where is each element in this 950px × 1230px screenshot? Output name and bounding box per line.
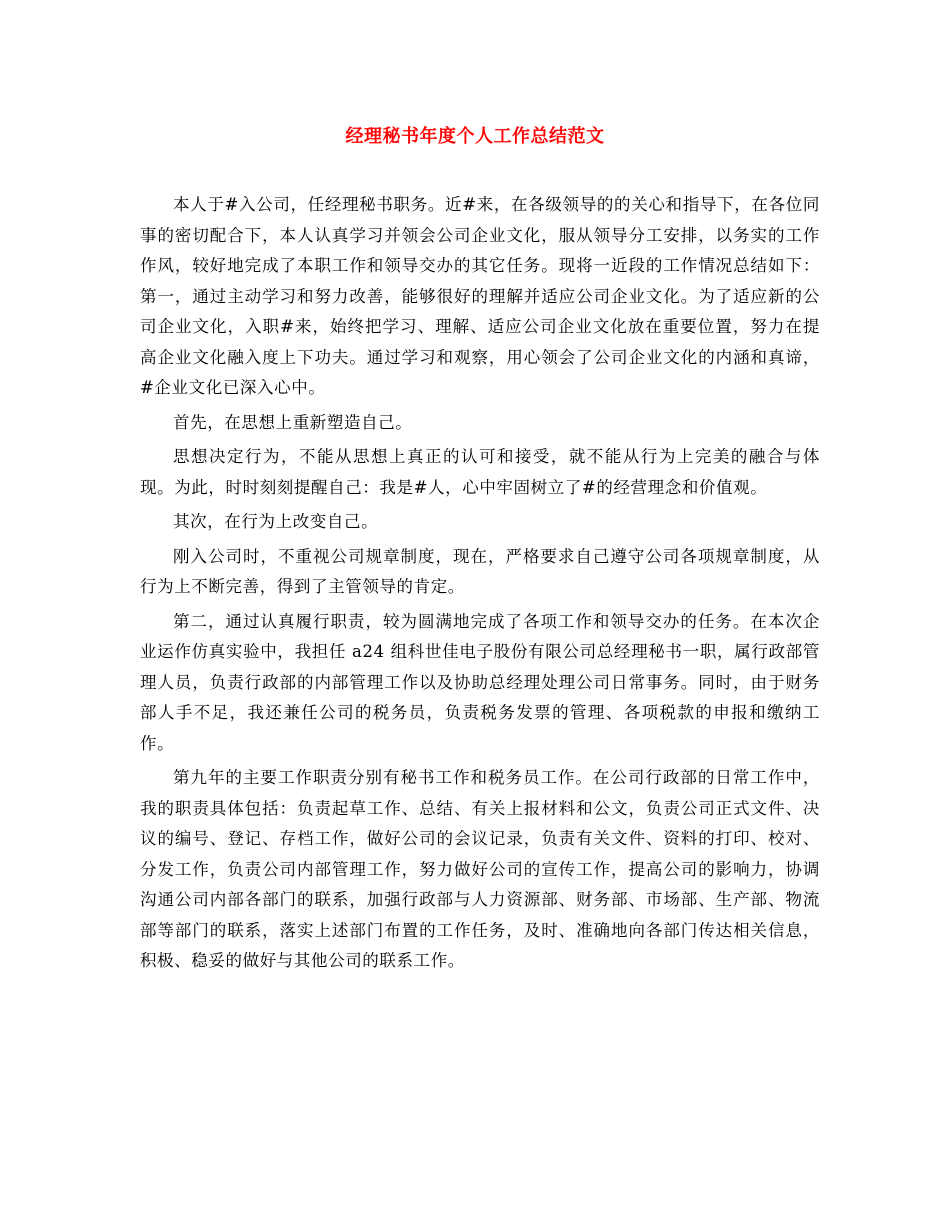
- paragraph-responsibilities: 第九年的主要工作职责分别有秘书工作和税务员工作。在公司行政部的日常工作中，我的职责具体包括：负责起草工作、总结、有关上报材料和公文，负责公司正式文件、决议的编号、登记、存档工作，做好公司的会议记录，负责有关文件、资料的打印、校对、分发工作，负责公司内部管理工作，努力做好公司的宣传工作，提高公司的影响力，协调沟通公司内部各部门的联系，加强行政部与人力资源部、财务部、市场部、生产部、物流部等部门的联系，落实上述部门布置的工作任务，及时、准确地向各部门传达相关信息，积极、稳妥的做好与其他公司的联系工作。: [140, 768, 820, 970]
- paragraph-rules: 刚入公司时，不重视公司规章制度，现在，严格要求自己遵守公司各项规章制度，从行为上不断完善，得到了主管领导的肯定。: [140, 546, 820, 596]
- paragraph-first-thought: 首先，在思想上重新塑造自己。: [173, 412, 413, 432]
- document-body: [140, 190, 820, 977]
- document-title: 经理秘书年度个人工作总结范文: [345, 126, 605, 147]
- paragraph-intro: 本人于#入公司，任经理秘书职务。近#来，在各级领导的的关心和指导下，在各位同事的密切配合下，本人认真学习并领会公司企业文化，服从领导分工安排，以务实的工作作风，较好地完成了本职工作和领导交办的其它任务。现将一近段的工作情况总结如下：第一，通过主动学习和努力改善，能够很好的理解并适应公司企业文化。为了适应新的公司企业文化，入职#来，始终把学习、理解、适应公司企业文化放在重要位置，努力在提高企业文化融入度上下功夫。通过学习和观察，用心领会了公司企业文化的内涵和真谛，#企业文化已深入心中。: [140, 195, 820, 397]
- paragraph-second-behavior: 其次，在行为上改变自己。: [173, 512, 379, 531]
- paragraph-thought-behavior: 思想决定行为，不能从思想上真正的认可和接受，就不能从行为上完美的融合与体现。为此，时时刻刻提醒自己：我是#人，心中牢固树立了#的经营理念和价值观。: [140, 447, 820, 497]
- paragraph-duties: 第二，通过认真履行职责，较为圆满地完成了各项工作和领导交办的任务。在本次企业运作仿真实验中，我担任 a24 组科世佳电子股份有限公司总经理秘书一职，属行政部管理人员，负责行政部的内部管理工作以及协助总经理处理公司日常事务。同时，由于财务部人手不足，我还兼任公司的税务员，负责税务发票的管理、各项税款的申报和缴纳工作。: [140, 611, 820, 753]
